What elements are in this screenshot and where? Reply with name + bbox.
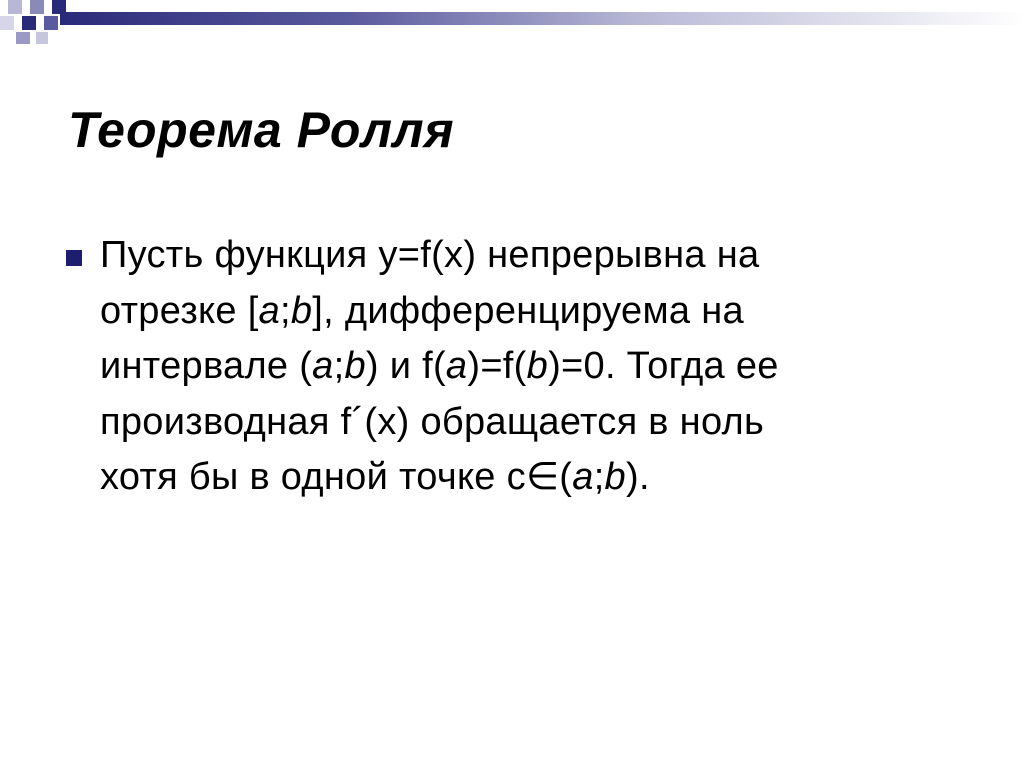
bullet-line-3 [100,339,982,395]
bullet-text: производная f´(x) обращается в ноль [100,400,765,443]
bullet-item [62,228,982,506]
bullet-line-4 [100,395,982,451]
bullet-text: хотя бы в одной точке c∈( [100,456,573,498]
bullet-line-5 [100,450,982,506]
bullet-text: интервале ( [100,345,313,387]
bullet-text: ). [625,456,650,498]
bullet-line-1 [100,228,982,284]
variable-b: b [526,345,549,387]
bullet-text: ; [593,456,605,498]
variable-b: b [290,289,313,332]
variable-b: b [344,345,366,387]
bullet-list [62,228,982,506]
decor-square [44,16,58,30]
decor-square [8,0,22,14]
bullet-text: )=f( [467,345,527,387]
bullet-text: Пусть функция y=f(x) непрерывна на [100,234,760,276]
decor-square [30,0,44,14]
decor-square [22,16,36,30]
variable-a: a [312,345,334,387]
decor-square [16,32,30,44]
decor-square [0,16,14,30]
decorative-top-bar [0,0,1024,40]
decor-square [36,32,48,44]
slide-title: Теорема Ролля [68,102,455,158]
bullet-text: ; [280,289,291,332]
bullet-text: ], дифференцируема на [312,289,744,332]
variable-a: a [445,345,468,387]
bullet-text: ) и f( [365,345,446,387]
bullet-text: отрезке [ [100,289,259,332]
variable-a: a [258,289,280,332]
variable-b: b [604,456,626,498]
variable-a: a [572,456,594,498]
decor-gradient-band [60,12,1024,25]
bullet-text: )=0. Тогда ее [548,345,779,387]
bullet-line-2 [100,284,982,340]
bullet-text: ; [333,345,345,387]
square-bullet-icon [66,250,82,266]
